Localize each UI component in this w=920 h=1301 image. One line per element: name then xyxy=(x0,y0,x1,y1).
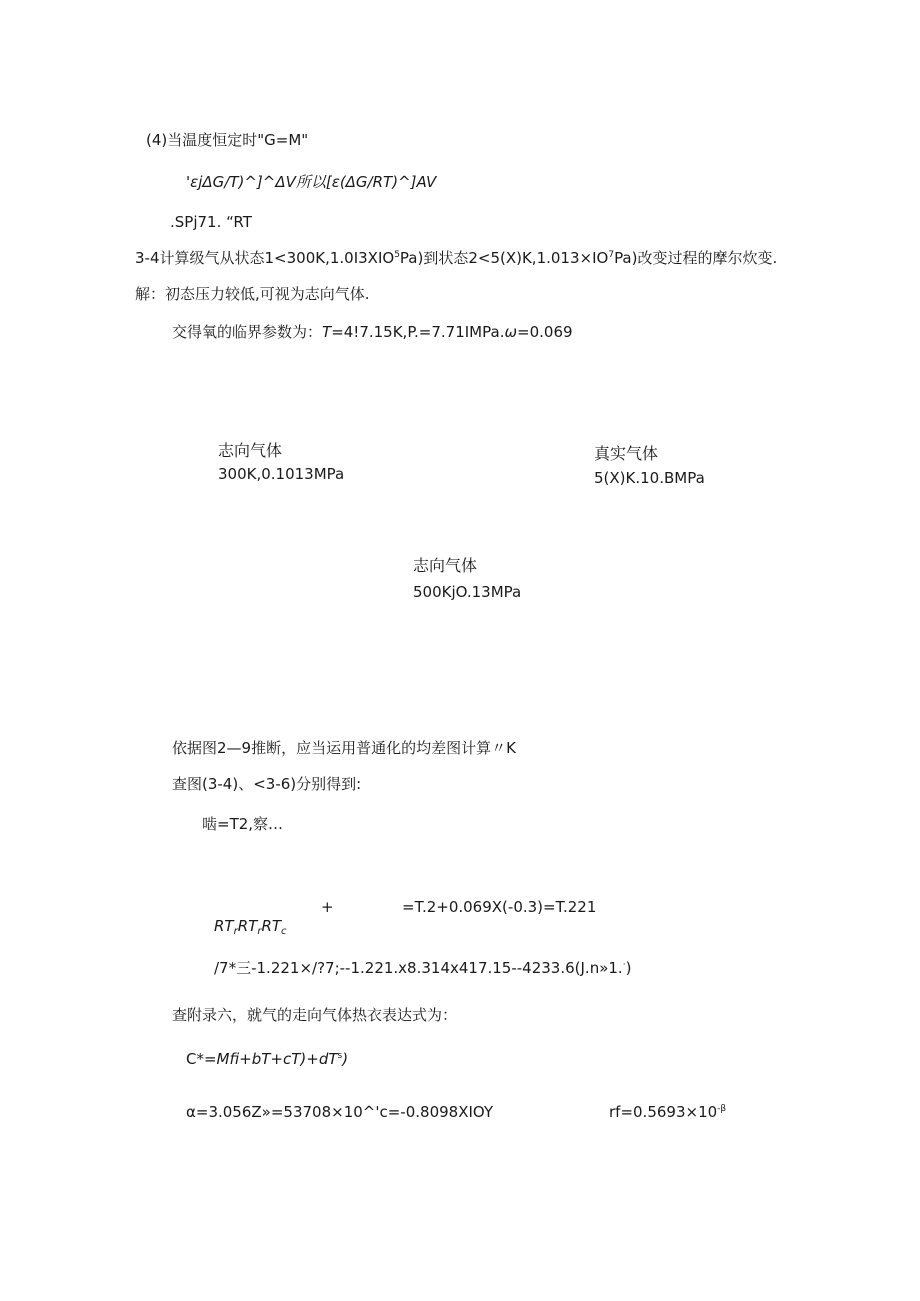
diagram-state-label: 志向气体 xyxy=(413,556,478,575)
equation-denominators: $RT_rRT_rRT_c$ xyxy=(214,917,287,937)
heat-capacity-equation: $C*=Mfi+bT+cT)+dT^s$) xyxy=(186,1050,349,1068)
diagram-state-value: 500KjO.13MPa xyxy=(413,583,522,601)
equation-result: =T.2+0.069X(-0.3)=T.221 xyxy=(402,898,597,916)
text-line: 依据图2—9推断，应当运用普通化的均差图计算〃K xyxy=(172,739,516,757)
diagram-state-value: 300K,0.1013MPa xyxy=(218,465,345,483)
coefficient-value-d: $rf=0.5693\times 10^{-\beta}$ xyxy=(609,1103,727,1121)
problem-statement: 3-4计算级气从状态$1<300K,1.0I3XIO^5Pa$)到状态$2<5(X)K,1.013\times IO^7Pa$)改变过程的摩尔炊变. xyxy=(135,249,778,267)
equation-plus: + xyxy=(321,898,334,916)
text-line: 啮=T2,察… xyxy=(202,815,284,833)
equation-line: /7*三-1.221×/?7;--1.221.x8.314x417.15--4233.6(J.n»1.·) xyxy=(214,959,632,977)
diagram-state-label: 志向气体 xyxy=(218,441,283,460)
diagram-state-value: 5(X)K.10.BMPa xyxy=(594,469,705,487)
equation-line: .SPj71. “RT xyxy=(170,213,252,231)
text-line: 查图(3-4)、<3-6)分别得到: xyxy=(172,775,362,793)
coefficient-values: α=3.056Z»=53708×10^'c=-0.8098XIOY xyxy=(186,1103,494,1121)
solution-intro: 解：初态压力较低,可视为志向气体. xyxy=(135,285,370,303)
critical-parameters: 交得氧的临界参数为：T=4!7.15K,P.=7.71IMPa.ω=0.069 xyxy=(172,323,573,341)
diagram-state-label: 真实气体 xyxy=(594,444,659,463)
equation-line: 'εjΔG∕T)^]^ΔV所以[ε(ΔG∕RT)^]AV xyxy=(186,173,437,191)
text-line: 查附录六，就气的走向气体热衣表达式为： xyxy=(172,1006,458,1024)
text-line-condition: (4)当温度恒定时"G=M" xyxy=(146,131,309,149)
